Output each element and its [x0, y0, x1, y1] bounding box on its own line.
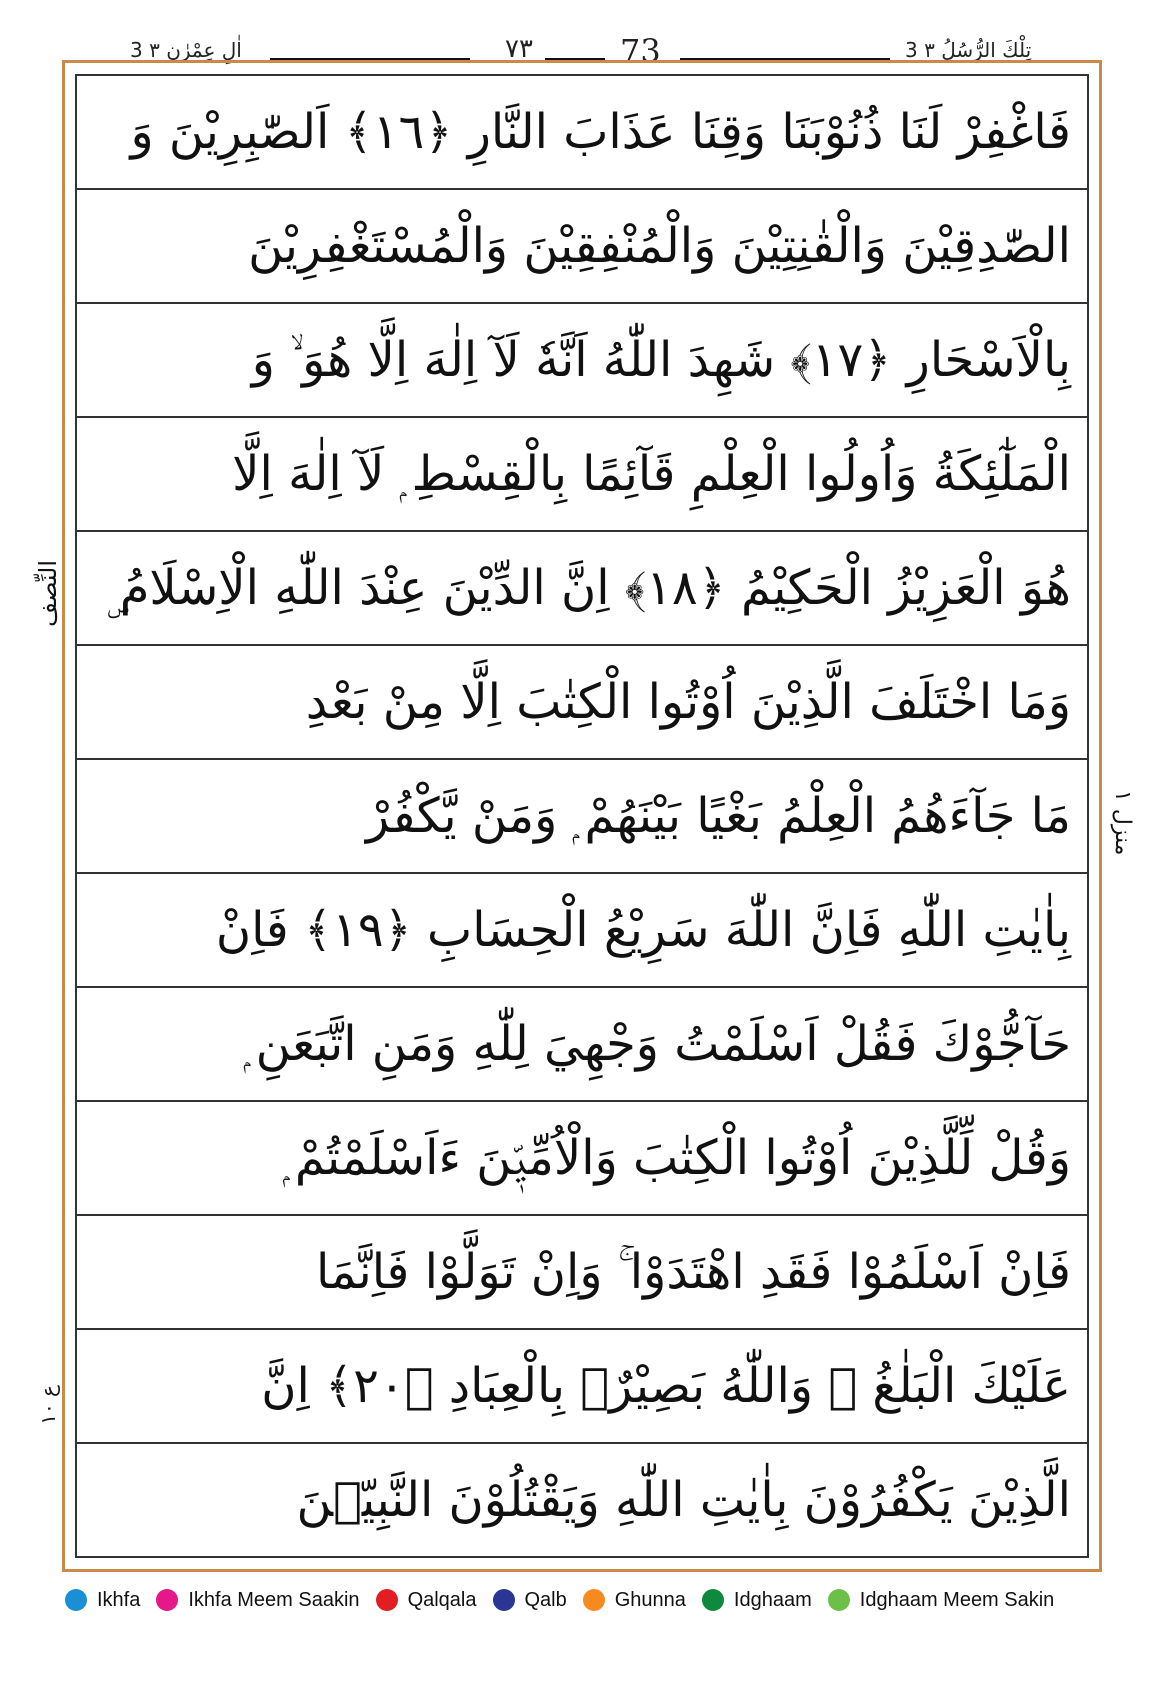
page-number-arabic: ٧٣ [505, 34, 533, 64]
text-line: مَا جَآءَهُمُ الْعِلْمُ بَغْيًا بَيْنَهُمْ ۭ وَمَنْ يَّكْفُرْ [77, 760, 1087, 874]
tajweed-legend [65, 1580, 1105, 1620]
legend-item [702, 1589, 812, 1612]
legend-label: Qalb [524, 1588, 567, 1611]
text-line: بِاٰيٰتِ اللّٰهِ فَاِنَّ اللّٰهَ سَرِيْعُ الْحِسَابِ ﴿١٩﴾ فَاِنْ [77, 874, 1087, 988]
surah-name-left: 3 اٰلِ عِمْرٰن ٣ [130, 38, 242, 62]
quran-text-block [77, 76, 1087, 1556]
legend-label: Ikhfa [97, 1588, 141, 1611]
legend-dot-icon [828, 1589, 850, 1611]
text-line: وَمَا اخْتَلَفَ الَّذِيْنَ اُوْتُوا الْكِتٰبَ اِلَّا مِنْ بَعْدِ [77, 646, 1087, 760]
text-line: الصّٰدِقِيْنَ وَالْقٰنِتِيْنَ وَالْمُنْفِقِيْنَ وَالْمُسْتَغْفِرِيْنَ [77, 190, 1087, 304]
legend-dot-icon [702, 1589, 724, 1611]
juz-name-right: 3 تِلْكَ الرُّسُلُ ٣ [905, 38, 1032, 62]
legend-label: Qalqala [407, 1588, 477, 1611]
text-line: عَلَيْكَ الْبَلٰغُ ۭ وَاللّٰهُ بَصِيْرٌۢ بِالْعِبَادِ ﴿٢٠﴾ اِنَّ [77, 1330, 1087, 1444]
page-number: 73 [620, 32, 661, 70]
text-line: فَاغْفِرْ لَنَا ذُنُوْبَنَا وَقِنَا عَذَابَ النَّارِ ﴿١٦﴾ اَلصّٰبِرِيْنَ وَ [77, 76, 1087, 190]
legend-dot-icon [583, 1589, 605, 1611]
margin-marker-half: النِّصف [34, 560, 62, 627]
legend-item [156, 1589, 359, 1612]
text-line: الَّذِيْنَ يَكْفُرُوْنَ بِاٰيٰتِ اللّٰهِ وَيَقْتُلُوْنَ النَّبِيّٖنَ [296, 1472, 1071, 1528]
legend-dot-icon [493, 1589, 515, 1611]
legend-item [493, 1589, 567, 1612]
legend-label: Idghaam [733, 1588, 812, 1611]
text-line: فَاِنْ اَسْلَمُوْا فَقَدِ اهْتَدَوْا ۚ وَاِنْ تَوَلَّوْا فَاِنَّمَا [77, 1216, 1087, 1330]
legend-label: Ghunna [614, 1588, 686, 1611]
legend-dot-icon [376, 1589, 398, 1611]
legend-item [376, 1589, 477, 1612]
text-line: بِالْاَسْحَارِ ﴿١٧﴾ شَهِدَ اللّٰهُ اَنَّهٗ لَآ اِلٰهَ اِلَّا هُوَ ۙ وَ [77, 304, 1087, 418]
legend-dot-icon [156, 1589, 178, 1611]
legend-label: Idghaam Meem Sakin [859, 1588, 1055, 1611]
legend-item [583, 1589, 686, 1612]
text-line: وَقُلْ لِّلَّذِيْنَ اُوْتُوا الْكِتٰبَ وَالْاُمِّيّٖنَ ءَاَسْلَمْتُمْ ۭ [77, 1102, 1087, 1216]
legend-dot-icon [65, 1589, 87, 1611]
text-line: هُوَ الْعَزِيْزُ الْحَكِيْمُ ﴿١٨﴾ اِنَّ الدِّيْنَ عِنْدَ اللّٰهِ الْاِسْلَامُ ۣ [77, 532, 1087, 646]
legend-item [828, 1589, 1055, 1612]
legend-item [65, 1589, 140, 1612]
text-line: حَآجُّوْكَ فَقُلْ اَسْلَمْتُ وَجْهِيَ لِلّٰهِ وَمَنِ اتَّبَعَنِ ۭ [77, 988, 1087, 1102]
margin-marker-ruku: ع ١٠ [36, 1385, 60, 1425]
text-line: الْمَلٰٓئِكَةُ وَاُولُوا الْعِلْمِ قَآئِمًا بِالْقِسْطِ ۭ لَآ اِلٰهَ اِلَّا [77, 418, 1087, 532]
legend-label: Ikhfa Meem Saakin [188, 1588, 360, 1611]
margin-marker-manzil: منزل ١ [1110, 790, 1135, 856]
